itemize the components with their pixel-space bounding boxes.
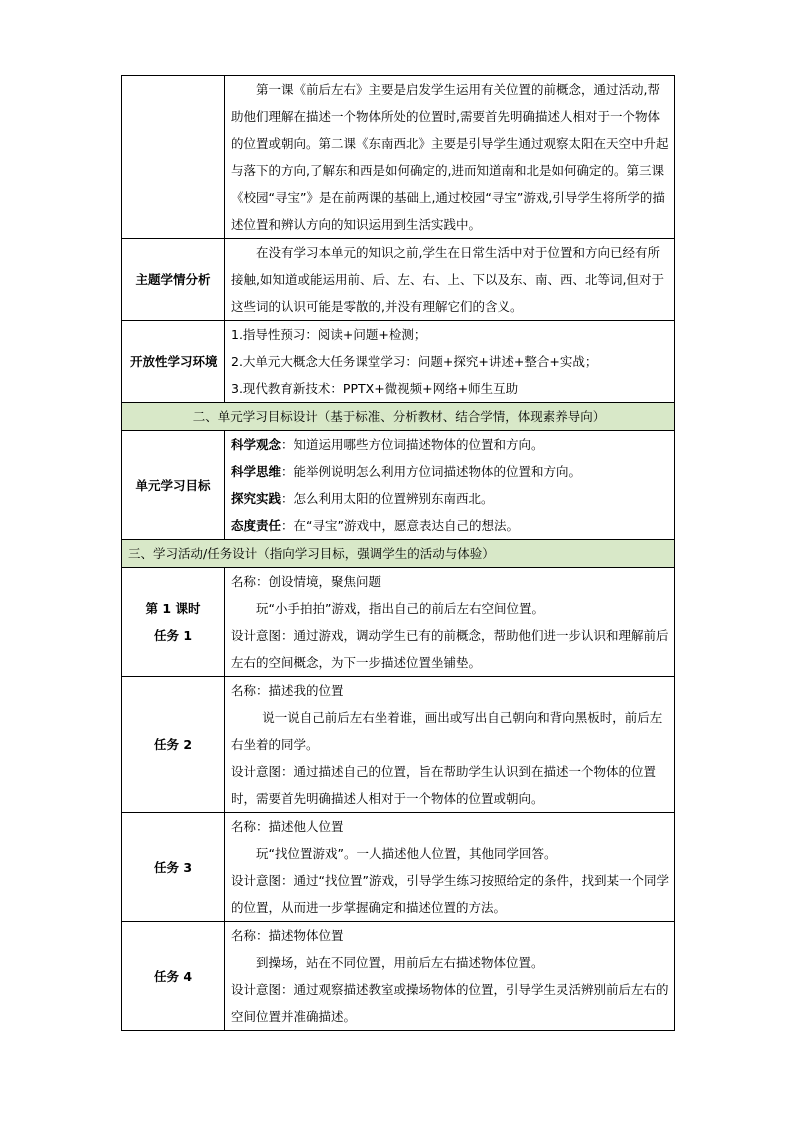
task-intent: 设计意图：通过“找位置”游戏，引导学生练习按照给定的条件，找到某一个同学的位置，从而进一步掌握确定和描述位置的方法。 [231, 873, 669, 915]
document-page [121, 75, 674, 1031]
goal-key: 科学观念 [231, 437, 282, 452]
task-name: 名称：创设情境，聚焦问题 [231, 574, 382, 589]
goals-row [122, 431, 675, 540]
task-label-cell [122, 922, 225, 1031]
task-label-cell [122, 677, 225, 813]
intro-text-cell [225, 76, 675, 239]
task-body: 玩“找位置游戏”。一人描述他人位置，其他同学回答。 [256, 846, 557, 861]
analysis-text: 在没有学习本单元的知识之前,学生在日常生活中对于位置和方向已经有所接触,如知道或能运用前、后、左、右、上、下以及东、南、西、北等词,但对于这些词的认识可能是零散的,并没有理解它们的含义。 [231, 245, 664, 314]
intro-text: 第一课《前后左右》主要是启发学生运用有关位置的前概念，通过活动,帮助他们理解在描述一个物体所处的位置时,需要首先明确描述人相对于一个物体的位置或朝向。第二课《东南西北》主要是引导学生通过观察太阳在天空中升起与落下的方向,了解东和西是如何确定的,进而知道南和北是如何确定的。第三课《校园“寻宝”》是在前两课的基础上,通过校园“寻宝”游戏,引导学生将所学的描述位置和辨认方向的知识运用到生活实践中。 [231, 82, 669, 232]
environment-row [122, 321, 675, 403]
task-body: 到操场，站在不同位置，用前后左右描述物体位置。 [256, 955, 544, 970]
task-label-cell [122, 568, 225, 677]
goal-value: ：知道运用哪些方位词描述物体的位置和方向。 [281, 437, 544, 452]
section3-row [122, 540, 675, 568]
task-label: 任务 2 [153, 737, 193, 752]
task-label: 任务 3 [153, 859, 193, 875]
lesson-plan-table [121, 75, 675, 1031]
task-row [122, 922, 675, 1031]
goal-value: ：在“寻宝”游戏中，愿意表达自己的想法。 [281, 518, 519, 533]
task-content-cell [225, 813, 675, 922]
task-intent: 设计意图：通过游戏，调动学生已有的前概念，帮助他们进一步认识和理解前后左右的空间概念，为下一步描述位置坐铺垫。 [231, 628, 669, 670]
section3-heading: 三、学习活动/任务设计（指向学习目标，强调学生的活动与体验） [122, 540, 675, 568]
environment-label: 开放性学习环境 [122, 321, 225, 403]
task-label: 任务 4 [153, 968, 193, 984]
task-content-cell [225, 922, 675, 1031]
goal-value: ：能举例说明怎么利用方位词描述物体的位置和方向。 [281, 464, 582, 479]
task-content-cell [225, 677, 675, 813]
task-session-label: 第 1 课时 [145, 601, 201, 616]
task-body: 说一说自己前后左右坐着谁，画出或写出自己朝向和背向黑板时，前后左右坐着的同学。 [231, 710, 663, 752]
task-body: 玩“小手拍拍”游戏，指出自己的前后左右空间位置。 [256, 601, 544, 616]
environment-item-2: 2.大单元大概念大任务课堂学习：问题+探究+讲述+整合+实战； [231, 354, 598, 369]
goal-value: ：怎么利用太阳的位置辨别东南西北。 [281, 491, 494, 506]
intro-row [122, 76, 675, 239]
section2-heading: 二、单元学习目标设计（基于标准、分析教材、结合学情，体现素养导向） [122, 403, 675, 431]
goals-cell [225, 431, 675, 540]
section2-row [122, 403, 675, 431]
task-row [122, 568, 675, 677]
analysis-row [122, 239, 675, 321]
task-intent: 设计意图：通过描述自己的位置，旨在帮助学生认识到在描述一个物体的位置时，需要首先明确描述人相对于一个物体的位置或朝向。 [231, 764, 657, 806]
environment-item-1: 1.指导性预习：阅读+问题+检测； [231, 327, 427, 342]
task-label-cell [122, 813, 225, 922]
goals-label: 单元学习目标 [122, 431, 225, 540]
analysis-label: 主题学情分析 [122, 239, 225, 321]
intro-label-cell [122, 76, 225, 239]
analysis-text-cell [225, 239, 675, 321]
goal-key: 态度责任 [231, 518, 282, 533]
task-row [122, 677, 675, 813]
task-intent: 设计意图：通过观察描述教室或操场物体的位置，引导学生灵活辨别前后左右的空间位置并准确描述。 [231, 982, 669, 1024]
task-content-cell [225, 568, 675, 677]
goal-item [231, 458, 670, 485]
goal-key: 探究实践 [231, 491, 282, 506]
task-row [122, 813, 675, 922]
environment-cell [225, 321, 675, 403]
goal-key: 科学思维 [231, 464, 282, 479]
goal-item [231, 512, 670, 539]
task-name: 名称：描述他人位置 [231, 819, 344, 834]
environment-item-3: 3.现代教育新技术：PPTX+微视频+网络+师生互助 [231, 381, 519, 396]
task-name: 名称：描述我的位置 [231, 683, 344, 698]
goal-item [231, 431, 670, 458]
task-label: 任务 1 [153, 628, 193, 643]
task-name: 名称：描述物体位置 [231, 928, 344, 943]
goal-item [231, 485, 670, 512]
